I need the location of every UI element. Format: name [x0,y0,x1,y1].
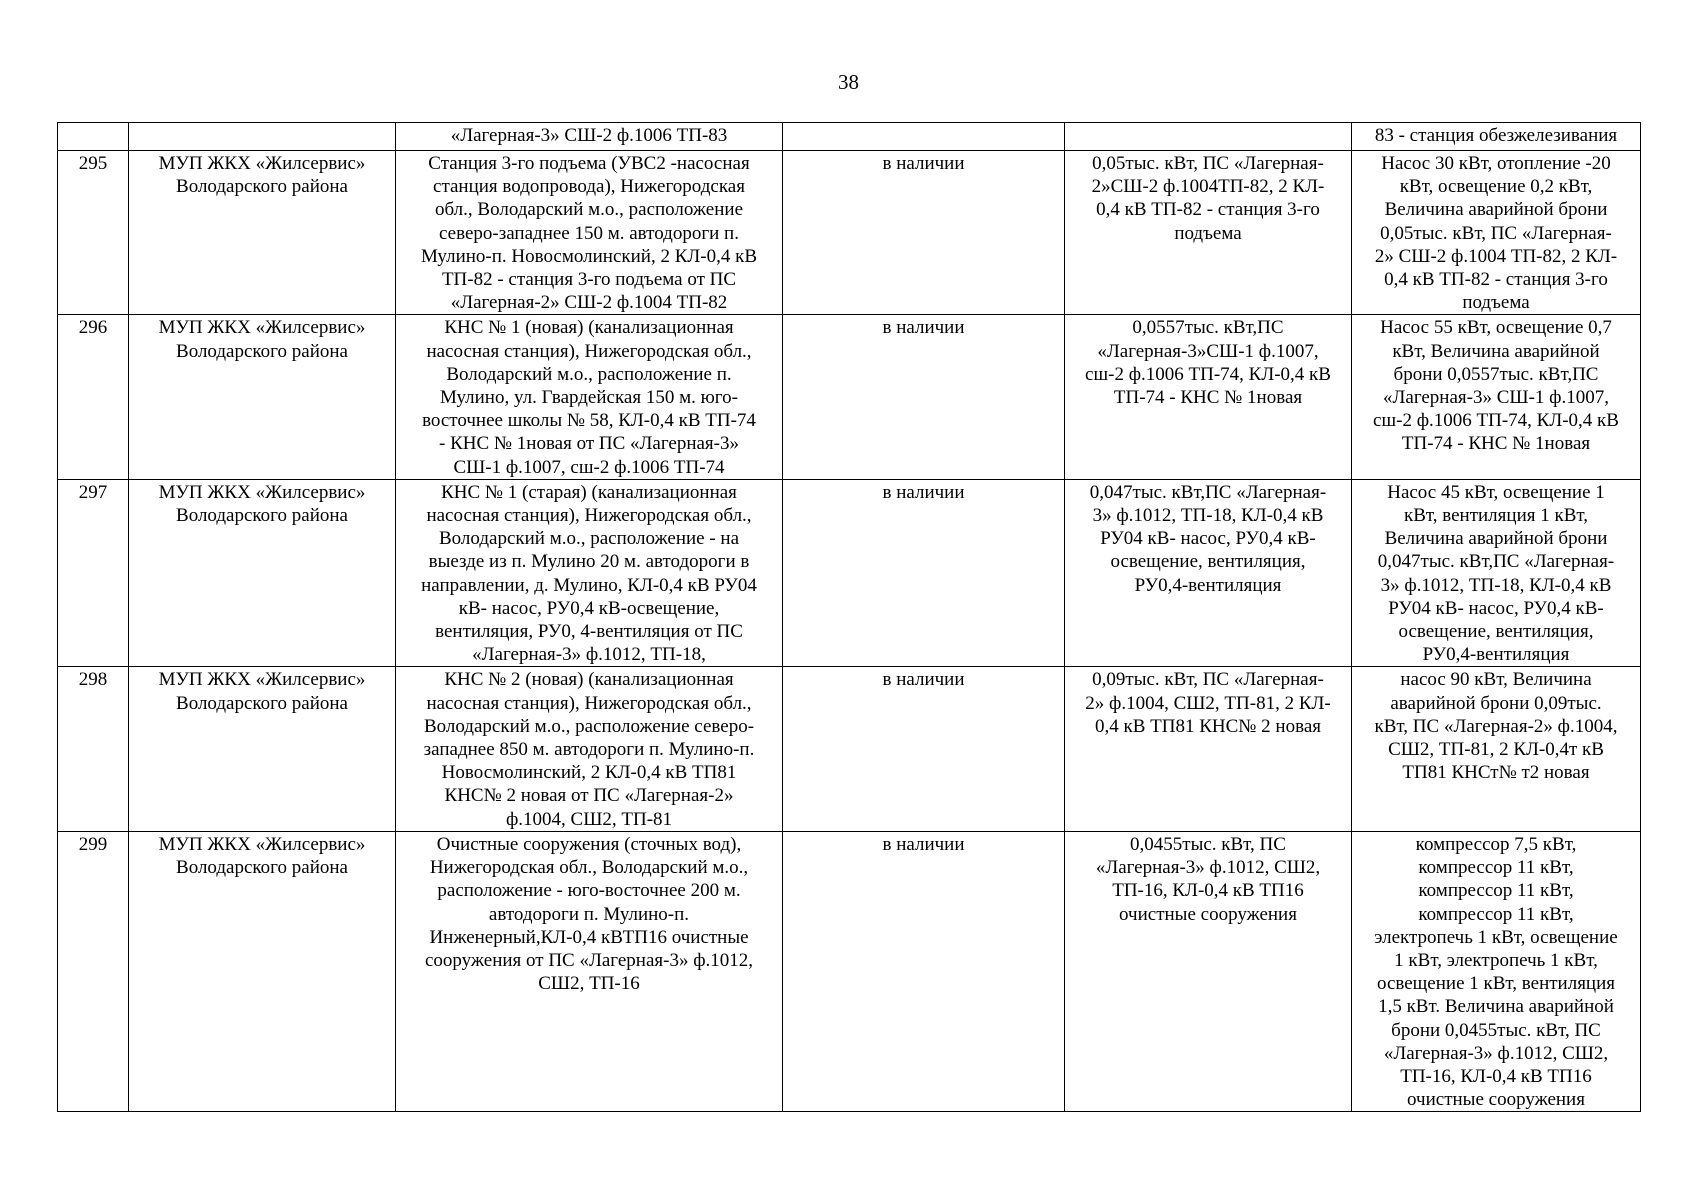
table-row [58,315,1641,479]
cell-power: 0,047тыс. кВт,ПС «Лагерная- 3» ф.1012, ТП-18, КЛ-0,4 кВ РУ04 кВ- насос, РУ0,4 кВ- освещение, вентиляция, РУ0,4-вентиляция [1065,479,1352,667]
cell-status [783,123,1065,151]
cell-organization: МУП ЖКХ «Жилсервис» Володарского района [129,831,396,1111]
table-row [58,831,1641,1111]
cell-object: «Лагерная-3» СШ-2 ф.1006 ТП-83 [396,123,783,151]
cell-power: 0,0455тыс. кВт, ПС «Лагерная-3» ф.1012, СШ2, ТП-16, КЛ-0,4 кВ ТП16 очистные сооружения [1065,831,1352,1111]
cell-power [1065,123,1352,151]
cell-object: КНС № 1 (старая) (канализационная насосная станция), Нижегородская обл., Володарский м.о., расположение - на выезде из п. Мулино 20 м. автодороги в направлении, д. Мулино, КЛ-0,4 кВ РУ04 кВ- насос, РУ0,4 кВ-освещение, вентиляция, РУ0, 4-вентиляция от ПС «Лагерная-3» ф.1012, ТП-18, [396,479,783,667]
cell-number: 295 [58,151,129,315]
table-row [58,151,1641,315]
cell-object: Очистные сооружения (сточных вод), Нижегородская обл., Володарский м.о., расположение - юго-восточнее 200 м. автодороги п. Мулино-п. Инженерный,КЛ-0,4 кВТП16 очистные сооружения от ПС «Лагерная-3» ф.1012, СШ2, ТП-16 [396,831,783,1111]
cell-object: КНС № 1 (новая) (канализационная насосная станция), Нижегородская обл., Володарский м.о., расположение п. Мулино, ул. Гвардейская 150 м. юго- восточнее школы № 58, КЛ-0,4 кВ ТП-74 - КНС № 1новая от ПС «Лагерная-3» СШ-1 ф.1007, сш-2 ф.1006 ТП-74 [396,315,783,479]
cell-details: компрессор 7,5 кВт, компрессор 11 кВт, компрессор 11 кВт, компрессор 11 кВт, электропечь 1 кВт, освещение 1 кВт, электропечь 1 кВт, освещение 1 кВт, вентиляция 1,5 кВт. Величина аварийной брони 0,0455тыс. кВт, ПС «Лагерная-3» ф.1012, СШ2, ТП-16, КЛ-0,4 кВ ТП16 очистные сооружения [1352,831,1641,1111]
table-row [58,479,1641,667]
cell-number: 296 [58,315,129,479]
cell-object: КНС № 2 (новая) (канализационная насосная станция), Нижегородская обл., Володарский м.о., расположение северо- западнее 850 м. автодороги п. Мулино-п. Новосмолинский, 2 КЛ-0,4 кВ ТП81 КНС№ 2 новая от ПС «Лагерная-2» ф.1004, СШ2, ТП-81 [396,667,783,831]
table-row [58,667,1641,831]
cell-number: 298 [58,667,129,831]
cell-organization: МУП ЖКХ «Жилсервис» Володарского района [129,151,396,315]
cell-power: 0,09тыс. кВт, ПС «Лагерная- 2» ф.1004, СШ2, ТП-81, 2 КЛ- 0,4 кВ ТП81 КНС№ 2 новая [1065,667,1352,831]
cell-number [58,123,129,151]
cell-details: насос 90 кВт, Величина аварийной брони 0,09тыс. кВт, ПС «Лагерная-2» ф.1004, СШ2, ТП-81, 2 КЛ-0,4т кВ ТП81 КНСт№ т2 новая [1352,667,1641,831]
cell-status: в наличии [783,667,1065,831]
page-number: 38 [838,70,859,94]
cell-status: в наличии [783,315,1065,479]
cell-status: в наличии [783,151,1065,315]
cell-details: Насос 30 кВт, отопление -20 кВт, освещение 0,2 кВт, Величина аварийной брони 0,05тыс. кВт, ПС «Лагерная- 2» СШ-2 ф.1004 ТП-82, 2 КЛ- 0,4 кВ ТП-82 - станция 3-го подъема [1352,151,1641,315]
cell-number: 299 [58,831,129,1111]
cell-power: 0,05тыс. кВт, ПС «Лагерная- 2»СШ-2 ф.1004ТП-82, 2 КЛ- 0,4 кВ ТП-82 - станция 3-го подъема [1065,151,1352,315]
table-row-continuation [58,123,1641,151]
cell-status: в наличии [783,479,1065,667]
reserve-table [57,122,1641,1112]
cell-power: 0,0557тыс. кВт,ПС «Лагерная-3»СШ-1 ф.1007, сш-2 ф.1006 ТП-74, КЛ-0,4 кВ ТП-74 - КНС № 1новая [1065,315,1352,479]
cell-details: 83 - станция обезжелезивания [1352,123,1641,151]
cell-number: 297 [58,479,129,667]
cell-organization: МУП ЖКХ «Жилсервис» Володарского района [129,479,396,667]
cell-object: Станция 3-го подъема (УВС2 -насосная станция водопровода), Нижегородская обл., Володарский м.о., расположение северо-западнее 150 м. автодороги п. Мулино-п. Новосмолинский, 2 КЛ-0,4 кВ ТП-82 - станция 3-го подъема от ПС «Лагерная-2» СШ-2 ф.1004 ТП-82 [396,151,783,315]
cell-details: Насос 55 кВт, освещение 0,7 кВт, Величина аварийной брони 0,0557тыс. кВт,ПС «Лагерная-3» СШ-1 ф.1007, сш-2 ф.1006 ТП-74, КЛ-0,4 кВ ТП-74 - КНС № 1новая [1352,315,1641,479]
cell-details: Насос 45 кВт, освещение 1 кВт, вентиляция 1 кВт, Величина аварийной брони 0,047тыс. кВт,ПС «Лагерная- 3» ф.1012, ТП-18, КЛ-0,4 кВ РУ04 кВ- насос, РУ0,4 кВ- освещение, вентиляция, РУ0,4-вентиляция [1352,479,1641,667]
cell-organization [129,123,396,151]
cell-status: в наличии [783,831,1065,1111]
cell-organization: МУП ЖКХ «Жилсервис» Володарского района [129,315,396,479]
cell-organization: МУП ЖКХ «Жилсервис» Володарского района [129,667,396,831]
